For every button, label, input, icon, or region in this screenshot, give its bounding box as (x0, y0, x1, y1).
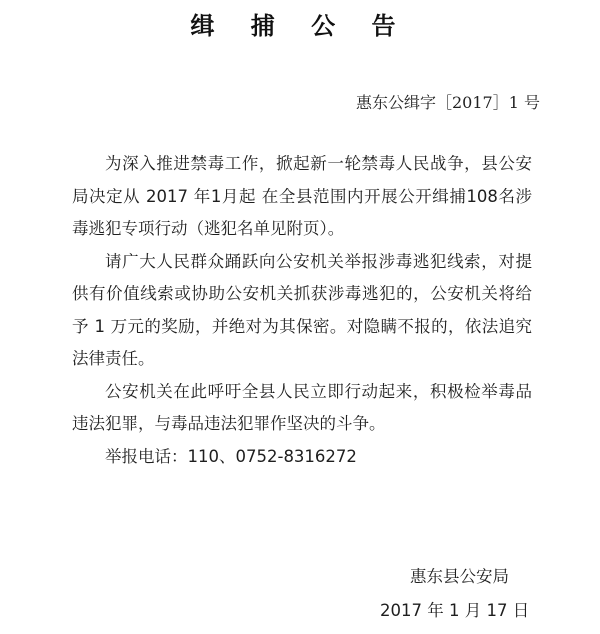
paragraph-hotline: 举报电话：110、0752-8316272 (105, 446, 357, 466)
notice-title: 缉 捕 公 告 (190, 12, 410, 40)
paragraph-appeal: 公安机关在此呼吁全县人民立即行动起来，积极检举毒品违法犯罪，与毒品违法犯罪作坚决的斗争。 (72, 381, 532, 433)
paragraph-reward: 请广大人民群众踊跃向公安机关举报涉毒逃犯线索，对提供有价值线索或协助公安机关抓获涉毒逃犯的，公安机关将给予 1 万元的奖励，并绝对为其保密。对隐瞒不报的，依法追究法律责任。 (72, 251, 532, 368)
paragraph-intro: 为深入推进禁毒工作，掀起新一轮禁毒人民战争，县公安局决定从 2017 年1月起 在全县范围内开展公开缉捕108名涉毒逃犯专项行动（逃犯名单见附页）。 (72, 154, 532, 238)
document-number: 惠东公缉字［2017］1 号 (356, 93, 540, 112)
notice-body (72, 148, 532, 473)
issuer-signature: 惠东县公安局 (410, 567, 509, 586)
issue-date: 2017 年 1 月 17 日 (380, 601, 530, 620)
